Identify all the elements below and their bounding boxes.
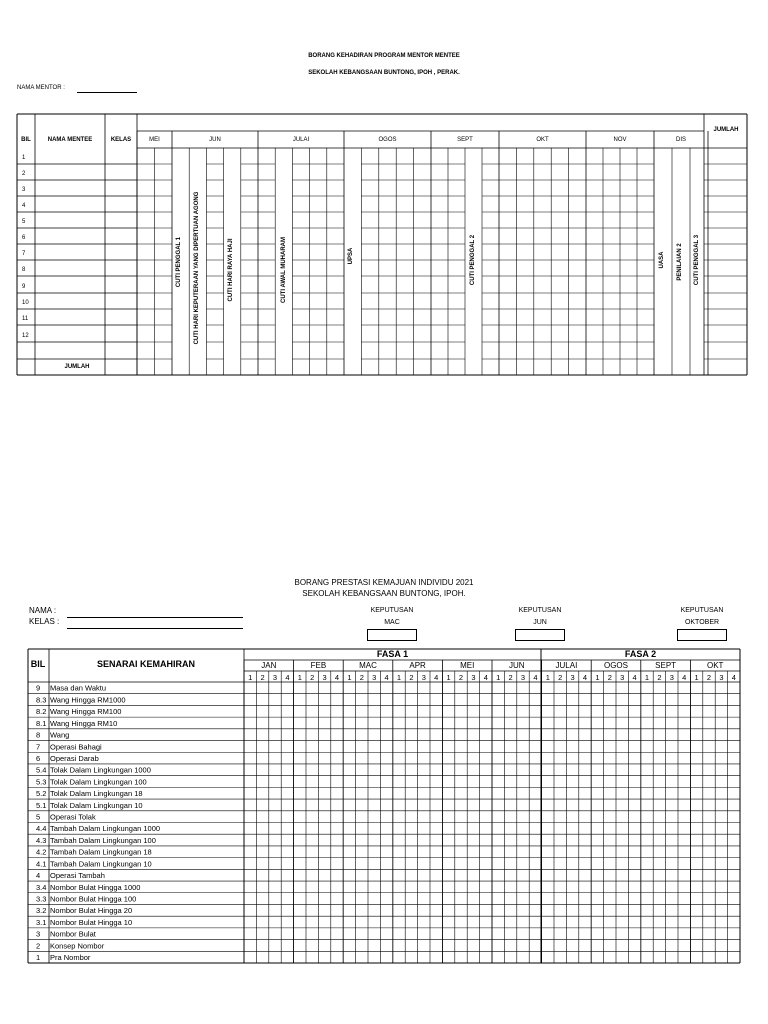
skill-name: Nombor Bulat Hingga 20 [50, 906, 133, 916]
senarai-kemahiran-header: SENARAI KEMAHIRAN [96, 659, 196, 669]
skill-name: Nombor Bulat [50, 929, 96, 939]
holiday-label: UPSA [348, 247, 354, 265]
week-number: 4 [334, 673, 340, 682]
week-number: 2 [607, 673, 612, 682]
skill-name: Tolak Dalam Lingkungan 1000 [50, 765, 151, 775]
holiday-label: CUTI PENGGAL 3 [694, 234, 700, 286]
week-number: 1 [694, 673, 699, 682]
skill-bil: 1 [36, 953, 41, 962]
month-header-jun: JUN [509, 661, 525, 670]
week-number: 2 [359, 673, 364, 682]
skill-bil: 8.2 [36, 707, 47, 717]
skill-bil: 4.1 [36, 859, 47, 869]
row-number: 10 [22, 300, 29, 306]
skill-name: Operasi Tolak [50, 812, 96, 822]
month-header-apr: APR [409, 661, 426, 670]
skill-bil: 8 [36, 730, 41, 740]
week-number: 2 [657, 673, 662, 682]
skill-name: Operasi Bahagi [50, 742, 102, 752]
week-number: 3 [272, 673, 278, 682]
skill-name: Wang Hingga RM10 [50, 718, 118, 728]
skill-bil: 6 [36, 753, 41, 763]
week-number: 4 [632, 673, 637, 682]
skill-name: Wang Hingga RM1000 [50, 695, 126, 705]
week-number: 1 [496, 673, 501, 682]
jumlah-footer: JUMLAH [64, 364, 90, 370]
week-number: 3 [570, 673, 575, 682]
skill-bil: 4.3 [36, 835, 47, 845]
week-number: 3 [719, 673, 724, 682]
week-number: 2 [558, 673, 563, 682]
skill-bil: 3.3 [36, 894, 47, 904]
month-header-mei: MEI [149, 137, 160, 143]
skill-bil: 8.1 [36, 718, 47, 728]
week-number: 1 [545, 673, 550, 682]
skill-name: Operasi Tambah [50, 871, 105, 881]
holiday-label: CUTI HARI RAYA HAJI [228, 238, 234, 302]
nama-mentee-header: NAMA MENTEE [47, 137, 93, 143]
skill-name: Tambah Dalam Lingkungan 18 [50, 847, 152, 857]
mentor-label: NAMA MENTOR : [17, 85, 65, 91]
skill-name: Tambah Dalam Lingkungan 10 [50, 859, 152, 869]
holiday-label: CUTI AWAL MUHARAM [281, 237, 287, 303]
week-number: 3 [620, 673, 625, 682]
month-header-okt: OKT [706, 661, 724, 670]
row-number: 7 [22, 251, 26, 257]
week-number: 4 [434, 673, 439, 682]
skill-bil: 8.3 [36, 695, 47, 705]
month-header-jan: JAN [261, 661, 277, 670]
form1-school: SEKOLAH KEBANGSAAN BUNTONG, IPOH , PERAK. [308, 70, 460, 76]
week-number: 4 [533, 673, 538, 682]
week-number: 1 [297, 673, 302, 682]
week-number: 3 [421, 673, 426, 682]
skill-bil: 5 [36, 812, 41, 822]
row-number: 2 [22, 171, 26, 177]
holiday-label: UASA [659, 251, 665, 269]
week-number: 4 [285, 673, 290, 682]
keputusan-jun-label: KEPUTUSAN [518, 607, 562, 614]
week-number: 3 [322, 673, 327, 682]
skill-bil: 3.2 [36, 906, 47, 916]
week-number: 4 [483, 673, 488, 682]
row-number: 12 [22, 333, 29, 339]
week-number: 4 [582, 673, 588, 682]
skill-name: Tambah Dalam Lingkungan 100 [50, 835, 156, 845]
skill-name: Tolak Dalam Lingkungan 100 [50, 777, 147, 787]
month-header-okt: OKT [536, 137, 549, 143]
row-number: 4 [22, 203, 26, 209]
week-number: 3 [520, 673, 526, 682]
skill-bil: 5.3 [36, 777, 47, 787]
skill-name: Masa dan Waktu [50, 683, 106, 693]
week-number: 2 [706, 673, 712, 682]
form2-school: SEKOLAH KEBANGSAAN BUNTONG, IPOH. [302, 589, 466, 598]
week-number: 1 [644, 673, 650, 682]
skill-name: Nombor Bulat Hingga 10 [50, 917, 133, 927]
week-number: 3 [471, 673, 476, 682]
keputusan-mac-month: MAC [384, 619, 400, 626]
skill-name: Konsep Nombor [50, 941, 105, 951]
row-number: 5 [22, 219, 26, 225]
skill-name: Wang [50, 730, 70, 740]
month-header-jun: JUN [209, 137, 221, 143]
month-header-ogos: OGOS [378, 137, 397, 143]
week-number: 1 [595, 673, 600, 682]
skill-name: Operasi Darab [50, 753, 99, 763]
skill-name: Tolak Dalam Lingkungan 18 [50, 789, 143, 799]
week-number: 2 [458, 673, 464, 682]
month-header-nov: NOV [613, 137, 627, 143]
skill-bil: 4.4 [36, 824, 47, 834]
month-header-dis: DIS [675, 137, 687, 143]
keputusan-mac-label: KEPUTUSAN [370, 607, 414, 614]
week-number: 4 [682, 673, 687, 682]
week-number: 2 [260, 673, 265, 682]
skill-bil: 3.1 [36, 917, 47, 927]
holiday-label: CUTI PENGGAL 1 [176, 236, 182, 288]
week-number: 4 [384, 673, 389, 682]
week-number: 2 [508, 673, 513, 682]
kelas-header: KELAS [110, 137, 132, 143]
month-header-mac: MAC [359, 661, 377, 670]
week-number: 2 [310, 673, 315, 682]
row-number: 9 [22, 284, 26, 290]
fasa-2-header: FASA 2 [624, 649, 657, 659]
form1-title: BORANG KEHADIRAN PROGRAM MENTOR MENTEE [308, 53, 460, 59]
bil-header: BIL [21, 137, 31, 143]
skill-bil: 2 [36, 941, 41, 951]
week-number: 1 [347, 673, 352, 682]
week-number: 1 [446, 673, 451, 682]
week-number: 4 [731, 673, 736, 682]
month-header-mei: MEI [460, 661, 475, 670]
month-header-feb: FEB [310, 661, 327, 670]
skill-bil: 4 [36, 871, 41, 881]
holiday-label: CUTI PENGGAL 2 [470, 234, 476, 286]
skill-bil: 5.4 [36, 765, 47, 775]
form2-title: BORANG PRESTASI KEMAJUAN INDIVIDU 2021 [294, 578, 474, 587]
week-number: 1 [396, 673, 402, 682]
bil-header: BIL [30, 659, 46, 669]
skill-bil: 7 [36, 742, 41, 752]
skill-bil: 3 [36, 929, 41, 939]
month-header-ogos: OGOS [603, 661, 629, 670]
kelas-label: KELAS : [29, 617, 60, 626]
week-number: 3 [372, 673, 377, 682]
month-header-julai: JULAI [555, 661, 578, 670]
skill-name: Nombor Bulat Hingga 1000 [50, 882, 141, 892]
row-number: 11 [22, 316, 29, 322]
keputusan-okt-label: KEPUTUSAN [680, 607, 724, 614]
holiday-label: CUTI HARI KEPUTERAAN YANG DIPERTUAN AGONG [194, 191, 200, 345]
jumlah-header: JUMLAH [713, 127, 739, 133]
nama-label: NAMA : [29, 606, 57, 615]
fasa-1-header: FASA 1 [376, 649, 409, 659]
week-number: 2 [409, 673, 414, 682]
skill-bil: 9 [36, 683, 41, 693]
skill-name: Pra Nombor [50, 953, 91, 962]
skill-name: Wang Hingga RM100 [50, 707, 122, 717]
row-number: 1 [22, 155, 26, 161]
row-number: 8 [22, 267, 26, 273]
skill-name: Tolak Dalam Lingkungan 10 [50, 800, 143, 810]
row-number: 6 [22, 235, 26, 241]
month-header-julai: JULAI [292, 137, 310, 143]
skill-name: Nombor Bulat Hingga 100 [50, 894, 137, 904]
skill-bil: 5.2 [36, 789, 47, 799]
week-number: 1 [248, 673, 253, 682]
row-number: 3 [22, 187, 26, 193]
week-number: 3 [669, 673, 674, 682]
keputusan-okt-month: OKTOBER [684, 619, 720, 626]
month-header-sept: SEPT [655, 661, 677, 670]
skill-bil: 5.1 [36, 800, 47, 810]
skill-bil: 3.4 [36, 882, 47, 892]
holiday-label: PENILAIAN 2 [677, 243, 683, 281]
skill-bil: 4.2 [36, 847, 47, 857]
skill-name: Tambah Dalam Lingkungan 1000 [50, 824, 161, 834]
month-header-sept: SEPT [457, 137, 473, 143]
keputusan-jun-month: JUN [533, 619, 547, 626]
